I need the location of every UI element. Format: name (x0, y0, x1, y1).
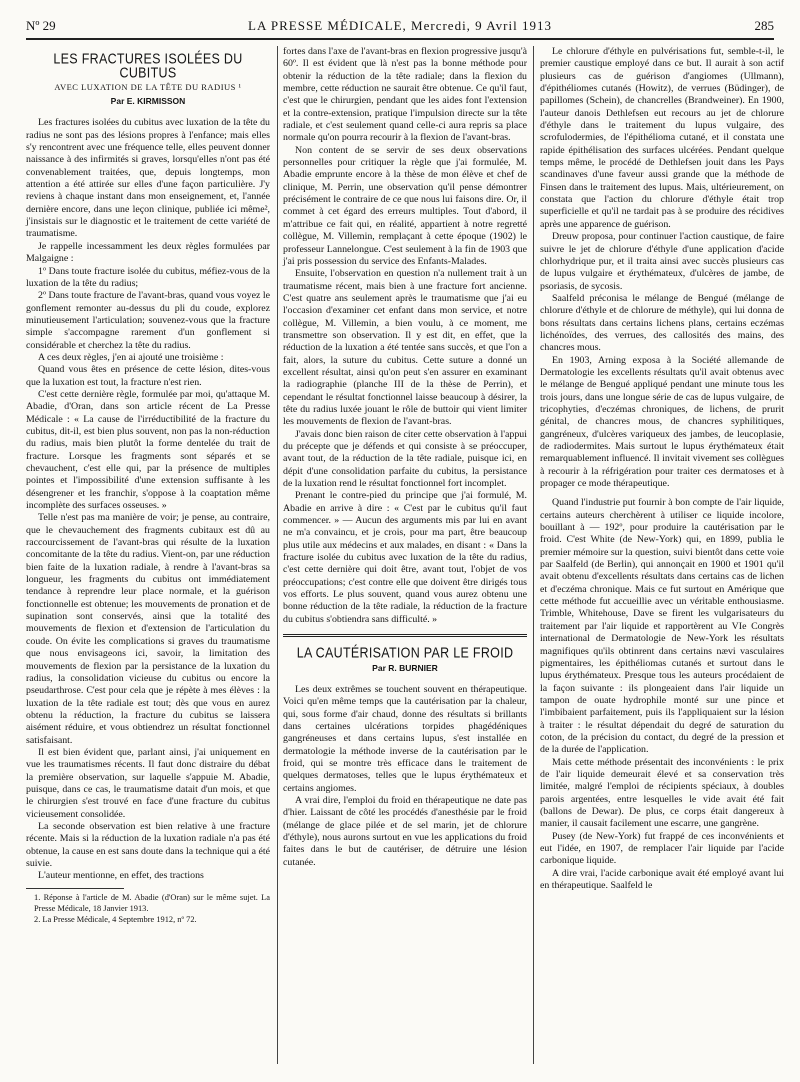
paragraph: Prenant le contre-pied du principe que j'ai formulé, M. Abadie en arrive à dire : « C'est par le cubitus qu'il faut commencer. » — Aucun des arguments mis par lui en avant ne m'a convaincu, et je crois, pour ma part, être beaucoup plus utile aux médecins et aux malades, en disant : « Dans la fracture isolée du cubitus avec luxation de la tête du radius, c'est cette dernière qui doit être, avant tout, l'objet de vos préoccupations; c'est contre elle que doivent être dirigés tous vos efforts. Le plus souvent, quand vous aurez obtenu une bonne réduction de la tête radiale, la réduction de la fracture du cubitus s'obtiendra sans difficulté. » (283, 490, 527, 625)
paragraph: J'avais donc bien raison de citer cette observation à l'appui du précepte que je défends et qui consiste à se préoccuper, avant tout, de la réduction de la tête radiale, puisque ici, en dépit d'une consolidation parfaite du cubitus, la persistance de la luxation rend le résultat fonctionnel fort incomplet. (283, 428, 527, 490)
paragraph: 2º Dans toute fracture de l'avant-bras, quand vous voyez le gonflement remonter au-dessus du pli du coude, explorez minutieusement l'articulation; souvenez-vous que la fracture simple s'accompagne rarement d'un gonflement si considérable et cherchez la tête du radius. (26, 290, 270, 351)
footnote: 2. La Presse Médicale, 4 Septembre 1912, nº 72. (34, 914, 197, 924)
paragraph: Les fractures isolées du cubitus avec luxation de la tête du radius ne sont pas des lésions propres à l'enfance; mais elles s'y rencontrent avec une fréquence telle, elles peuvent donner naissance à des infirmités si graves, lorsqu'elles n'ont pas été convenablement traitées, que, depuis longtemps, mon attention a été attirée sur elles d'une façon particulière. J'y reviens à chaque instant dans mon enseignement, et, l'année dernière encore, dans une leçon clinique, publiée ici même², j'insistais sur le diagnostic et le traitement de cette variété de traumatisme. (26, 117, 270, 240)
paragraph: A ces deux règles, j'en ai ajouté une troisième : (38, 351, 224, 363)
paragraph: La seconde observation est bien relative à une fracture récente. Mais si la réduction de la luxation radiale n'a pas été obtenue, la cause en est sans doute dans la technique qui a été suivie. (26, 820, 270, 869)
article-2-title: LA CAUTÉRISATION PAR LE FROID (296, 645, 514, 662)
section-gap (540, 490, 784, 497)
paragraph: L'auteur mentionne, en effet, des tractions (38, 870, 204, 882)
paragraph: C'est cette dernière règle, formulée par moi, qu'attaque M. Abadie, d'Oran, dans son article récent de La Presse Médicale : « La cause de l'irréductibilité de la fracture du cubitus, dit-il, est bien plus souvent, non pas la non-réduction du radius, mais bien plutôt la forme dentelée du trait de fracture. Lorsque les fragments sont séparés et se chevauchent, c'est elle qui, par la présence de multiples pointes et l'impossibilité d'une extension suffisante à les désengrener et les franchir, s'oppose à la coaptation même incomplète des surfaces osseuses. » (26, 388, 270, 512)
paragraph: En 1903, Arning exposa à la Société allemande de Dermatologie les excellents résultats qu'il avait obtenus avec le mélange de Bengué appliqué pendant une minute tous les trois jours, dans une longue série de cas de lupus vulgaire, de tricophyties, d'eczémas chroniques, de lichens, de prurit génital, de chancres mous, de chancres syphilitiques, gangréneux, d'ulcères variqueux des jambes, de leucoplasie, de radiodermites. Mais surtout le lupus érythémateux était remarquablement influencé. Il invitait vivement ses collègues à recourir à la réfrigération pour traiter ces dermatoses et à propager ce mode thérapeutique. (540, 354, 784, 490)
paragraph: 1º Dans toute fracture isolée du cubitus, méfiez-vous de la luxation de la tête du radius; (26, 265, 270, 289)
column-separator (533, 46, 534, 1064)
paragraph: Saalfeld préconisa le mélange de Bengué (mélange de chlorure d'éthyle et de chlorure de méthyle), qui lui donna de bons résultats dans certains lichens plans, certains eczémas lichénoïdes, des verrues, des callosités des mains, des chancres mous. (540, 292, 784, 354)
article-1-title: LES FRACTURES ISOLÉES DU CUBITUS (53, 50, 243, 82)
column-separator (277, 46, 278, 1064)
paragraph: Non content de se servir de ses deux observations personnelles pour critiquer la règle que j'ai formulée, M. Abadie emprunte encore à la thèse de mon élève et chef de clinique, M. Perrin, une observation qu'il pense démontrer précisément le contraire de ce que nous lui faisons dire. Or, il commet à cet égard des erreurs multiples. Tout d'abord, il m'attribue ce fait qui, en réalité, appartient à notre regretté collègue, M. Villemin, remplaçant à cette époque (1902) le professeur Lannelongue. C'est seulement à la fin de 1903 que j'ai pris possession du service des Enfants-Malades. (283, 144, 527, 267)
paragraph: A vrai dire, l'emploi du froid en thérapeutique ne date pas d'hier. Laissant de côté les procédés d'anesthésie par le froid (mélange de glace pilée et de sel marin, jet de chlorure d'éthyle), nous aurons surtout en vue les applications du froid faites dans le but de cautériser, de détruire une lésion cutanée. (283, 794, 527, 868)
paragraph: A dire vrai, l'acide carbonique avait été employé avant lui en thérapeutique. Saalfeld le (540, 867, 784, 892)
paragraph: Quand vous êtes en présence de cette lésion, dites-vous que la luxation est tout, la fracture n'est rien. (26, 364, 270, 388)
column-3 (540, 46, 784, 892)
article-2-author: Par R. BURNIER (372, 662, 438, 673)
footnote: 1. Réponse à l'article de M. Abadie (d'Oran) sur le même sujet. La Presse Médicale, 18 Janvier 1913. (34, 892, 270, 913)
paragraph: Dreuw proposa, pour continuer l'action caustique, de faire suivre le jet de chlorure d'éthyle d'une application d'acide chlorhydrique pur, et il traita ainsi avec succès plusieurs cas de lupus vulgaire et érythémateux, d'ulcères de jambe, de psoriasis, de sycosis. (540, 231, 784, 292)
paragraph: Les deux extrêmes se touchent souvent en thérapeutique. Voici qu'en même temps que la cautérisation par la chaleur, qui, sous forme d'air chaud, donne des résultats si brillants dans certaines ulcérations torpides phagédéniques gangréneuses et dans certains lupus, s'est installée en dermatologie la méthode inverse de la cautérisation par le froid, qui se montre très efficace dans le traitement de quelques dermatoses, telles que le lupus érythémateux et certains angiomes. (283, 683, 527, 794)
column-2 (283, 46, 527, 869)
paragraph: Le chlorure d'éthyle en pulvérisations fut, semble-t-il, le premier caustique employé dans ce but. Il aurait à son actif plusieurs cas de guérison d'angiomes (Ullmann), d'épithéliomes cutanés (Howitz), de verrues (Büdinger), de papillomes (Schein), de chancrelles (Brandweiner). En 1900, l'auteur danois Dethlefsen eut recours au jet de chlorure d'éthyle dans le traitement du lupus vulgaire, des scrofulodermies, de l'épithélioma cutané, et il constata une rapide épithélisation des surfaces ulcérées. Pendant quelque temps même, le procédé de Dethlefsen jouit dans les Pays scandinaves d'une faveur aussi grande que la méthode de Finsen dans le traitement des lupus. Mais, ultérieurement, on constata que l'action du chlorure d'éthyle était trop superficielle et qu'il ne tardait pas à se produire des récidives après une apparence de guérison. (540, 46, 784, 230)
page-header (26, 18, 774, 38)
paragraph: Quand l'industrie put fournir à bon compte de l'air liquide, certains auteurs cherchèrent à utiliser ce liquide incolore, bouillant à — 192º, pour produire la cautérisation par le froid. C'est White (de New-York) qui, en 1899, publia le premier mémoire sur la question, suivi bientôt dans cette voie par Saalfeld (de Berlin), qui annonçait en 1900 et 1901 qu'il avait obtenu d'excellents résultats dans certains cas de lichen et d'eczéma chronique. Mais ce fut surtout en Amérique que cette méthode fut accueillie avec un véritable enthousiasme. Trimble, Whitehouse, Dave se firent les vulgarisateurs du traitement par l'air liquide et rapportèrent au VIe Congrès international de Dermatologie de New-York les résultats magnifiques qu'ils obtinrent dans certains nævi vasculaires pigmentaires, les épithéliomas cutanés et surtout dans le lupus érythémateux. Presque tous les auteurs procédaient de la façon suivante : ils plongeaient dans l'air liquide un tampon de ouate hydrophile monté sur une pince et l'imbibaient parfaitement, puis ils l'appliquaient sur la lésion à traiter : le résultat dépendait du degré de saturation du coton, de la précision du contact, du degré de la pression et de la durée de l'application. (540, 497, 784, 756)
article-divider (283, 634, 527, 637)
article-1-author: Par E. KIRMISSON (110, 96, 186, 107)
paragraph: Il est bien évident que, parlant ainsi, j'ai uniquement en vue les traumatismes récents. Il faut donc distraire du débat la première observation, sur laquelle s'appuie M. Abadie, puisque, dans ce cas, le traumatisme datait d'un mois, et que le chirurgien s'est trouvé en face d'une fracture du cubitus vicieusement consolidée. (26, 746, 270, 820)
paragraph: Ensuite, l'observation en question n'a nullement trait à un traumatisme récent, mais bien à une fracture fort ancienne. C'est quatre ans seulement après le traumatisme que j'ai eu l'occasion d'examiner cet enfant dans mon service, et notre collègue, M. Villemin, a bien voulu, à ce moment, me transmettre son observation. Il y est dit, en effet, que la réduction de la luxation a été tentée sans succès, et que l'on a fait, alors, la suture du cubitus. Cette suture a donné un excellent résultat, ainsi qu'on peut s'en assurer en examinant la radiographie (planche III de la thèse de Perrin), et cependant le résultat fonctionnel laisse beaucoup à désirer, la tête du radius luxée jouant le rôle de buttoir qui vient limiter les mouvements de flexion de l'avant-bras. (283, 268, 527, 428)
footnote-rule (26, 888, 124, 889)
paragraph: Telle n'est pas ma manière de voir; je pense, au contraire, que le chevauchement des fragments cubitaux est dû au raccourcissement de l'avant-bras qui résulte de la luxation concomitante de la tête du radius. Vient-on, par une réduction bien faite de la luxation radiale, à rendre à l'avant-bras sa longueur, les fragments du cubitus ont immédiatement tendance à reprendre leur place normale, et la guérison fonctionnelle est obtenue; les mouvements de pronation et de supination sont conservés, ainsi que la totalité des mouvements de flexion et d'extension de l'articulation du coude. On évite les complications si graves du traumatisme que nous envisageons ici, savoir, la limitation des mouvements de flexion par la persistance de la luxation du radius, la consolidation vicieuse du cubitus ou encore la pseudarthrose. C'est pour cela que je répète à mes élèves : la luxation de la tête radiale est tout; dès que vous en aurez obtenu la réduction, la fracture du cubitus se laissera aisément réduire, et vous obtiendrez un résultat fonctionnel satisfaisant. (26, 512, 270, 746)
paragraph: Je rappelle incessamment les deux règles formulées par Malgaigne : (26, 240, 270, 265)
header-rule (26, 38, 774, 40)
article-1-subtitle: AVEC LUXATION DE LA TÊTE DU RADIUS ¹ (54, 81, 242, 92)
issue-number: Nº 29 (26, 18, 56, 33)
column-1 (26, 46, 270, 925)
paragraph: fortes dans l'axe de l'avant-bras en flexion progressive jusqu'à 60º. Il est évident que là n'est pas la bonne méthode pour obtenir la réduction de la tête radiale; dans la flexion du membre, cette réduction ne saurait être obtenue. Ce qu'il faut, c'est que le chirurgien, pendant que les aides font l'extension et la contre-extension, pratique l'impulsion directe sur la tête radiale, et c'est seulement quand celle-ci aura repris sa place normale qu'on pourra recourir à la flexion de l'avant-bras. (283, 46, 527, 144)
paragraph: Pusey (de New-York) fut frappé de ces inconvénients et eut l'idée, en 1907, de remplacer l'air liquide par l'acide carbonique liquide. (540, 830, 784, 867)
paragraph: Mais cette méthode présentait des inconvénients : le prix de l'air liquide demeurait élevé et sa conservation très limitée, malgré l'emploi de récipients spéciaux, à doubles parois argentées, entre lesquelles le vide avait été fait (ballons de Dewar). De plus, ce corps était dangereux à manier, il causait facilement une escarre, une gangrène. (540, 756, 784, 830)
page-number: 285 (754, 18, 774, 33)
journal-title: LA PRESSE MÉDICALE, Mercredi, 9 Avril 1913 (248, 18, 552, 33)
